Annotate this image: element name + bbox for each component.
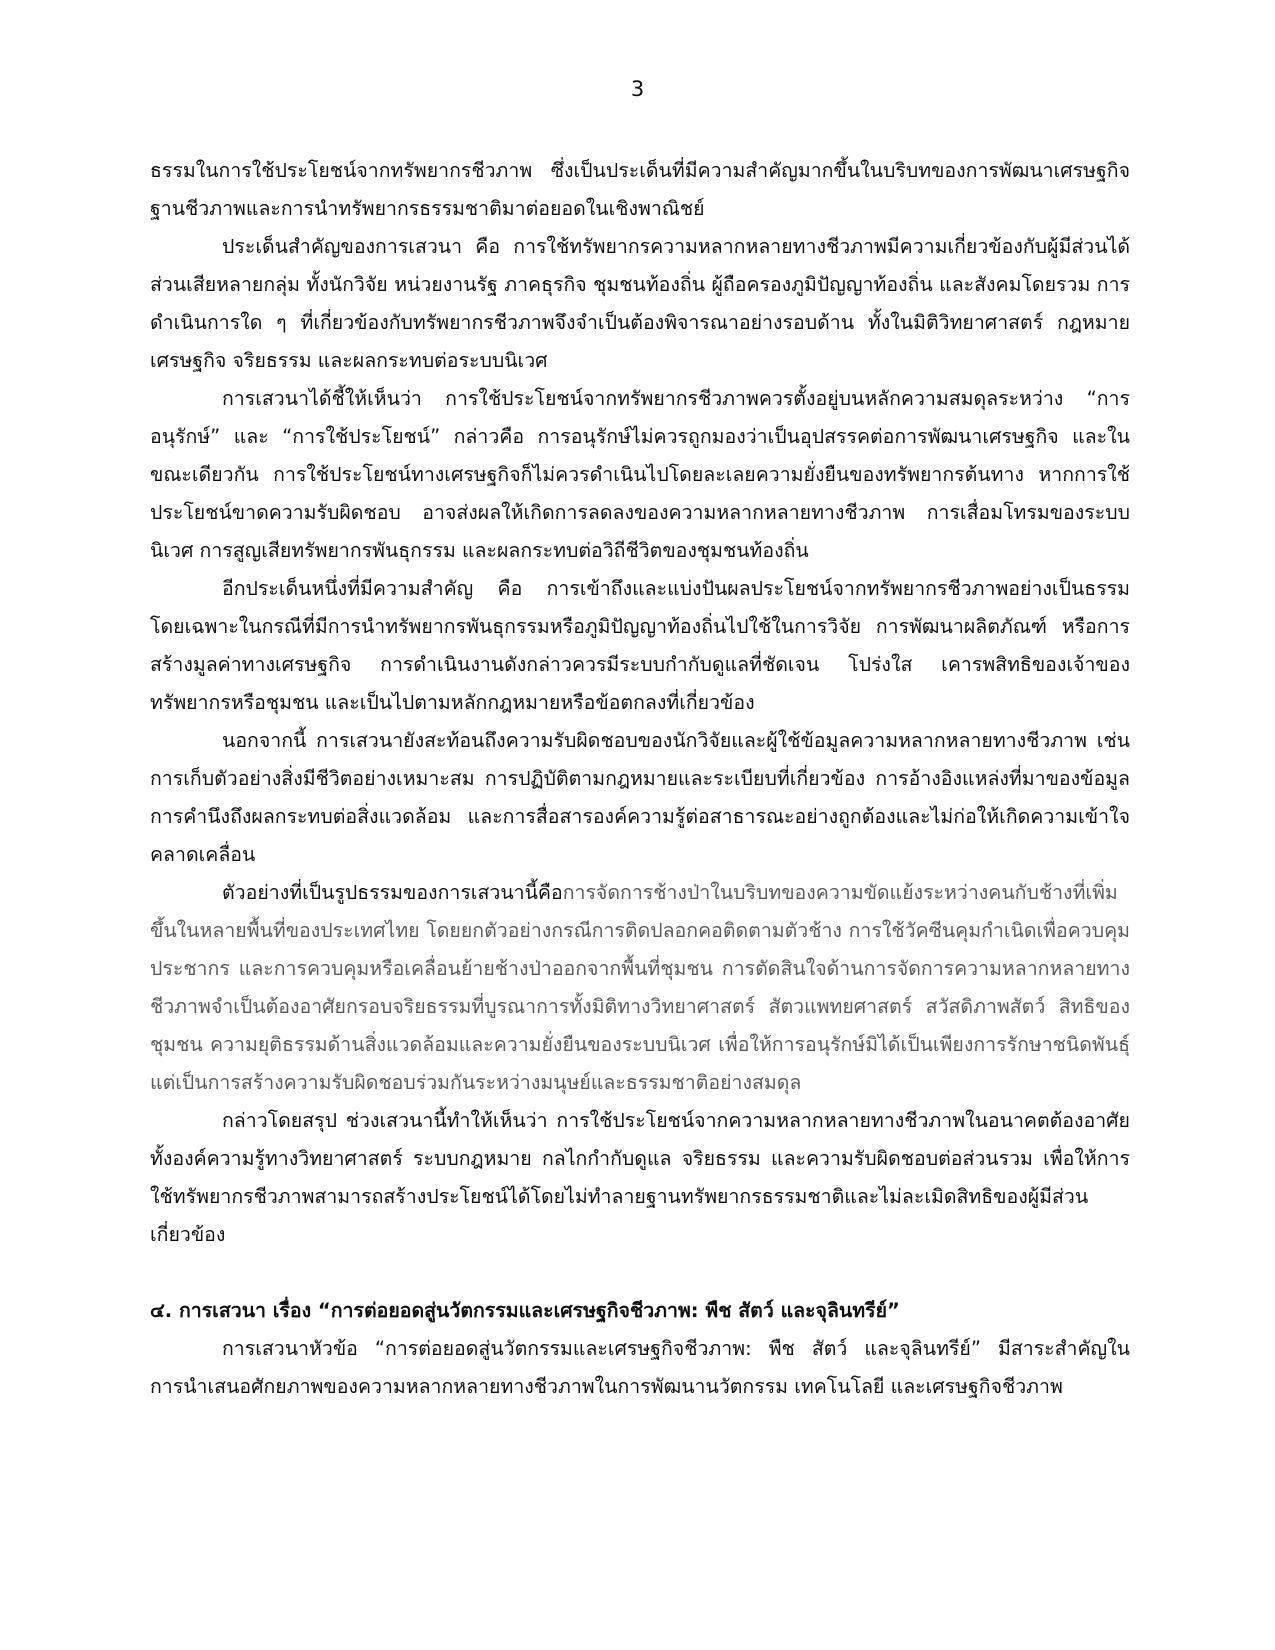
paragraph-elephant-example [150, 874, 1130, 1102]
page-number: 3 [630, 77, 645, 101]
paragraph-key-issue: ประเด็นสำคัญของการเสวนา คือ การใช้ทรัพยากรความหลากหลายทางชีวภาพมีความเกี่ยวข้องกับผู้มีส่วนได้ส่วนเสียหลายกลุ่ม ทั้งนักวิจัย หน่วยงานรัฐ ภาคธุรกิจ ชุมชนท้องถิ่น ผู้ถือครองภูมิปัญญาท้องถิ่น และสังคมโดยรวม การดำเนินการใด ๆ ที่เกี่ยวข้องกับทรัพยากรชีวภาพจึงจำเป็นต้องพิจารณาอย่างรอบด้าน ทั้งในมิติวิทยาศาสตร์ กฎหมาย เศรษฐกิจ จริยธรรม และผลกระทบต่อระบบนิเวศ [150, 235, 1130, 372]
section-intro-paragraph: การเสวนาหัวข้อ “การต่อยอดสู่นวัตกรรมและเศรษฐกิจชีวภาพ: พืช สัตว์ และจุลินทรีย์” มีสาระสำคัญในการนำเสนอศักยภาพของความหลากหลายทางชีวภาพในการพัฒนานวัตกรรม เทคโนโลยี และเศรษฐกิจชีวภาพ [150, 1337, 1130, 1398]
body-text [150, 152, 1130, 1406]
paragraph-researcher-responsibility: นอกจากนี้ การเสวนายังสะท้อนถึงความรับผิดชอบของนักวิจัยและผู้ใช้ข้อมูลความหลากหลายทางชีวภาพ เช่น การเก็บตัวอย่างสิ่งมีชีวิตอย่างเหมาะสม การปฏิบัติตามกฎหมายและระเบียบที่เกี่ยวข้อง การอ้างอิงแหล่งที่มาของข้อมูล การคำนึงถึงผลกระทบต่อสิ่งแวดล้อม และการสื่อสารองค์ความรู้ต่อสาธารณะอย่างถูกต้องและไม่ก่อให้เกิดความเข้าใจคลาดเคลื่อน [150, 729, 1130, 866]
paragraph-conclusion: กล่าวโดยสรุป ช่วงเสวนานี้ทำให้เห็นว่า การใช้ประโยชน์จากความหลากหลายทางชีวภาพในอนาคตต้องอาศัยทั้งองค์ความรู้ทางวิทยาศาสตร์ ระบบกฎหมาย กลไกกำกับดูแล จริยธรรม และความรับผิดชอบต่อส่วนรวม เพื่อให้การใช้ทรัพยากรชีวภาพสามารถสร้างประโยชน์ได้โดยไม่ทำลายฐานทรัพยากรธรรมชาติและไม่ละเมิดสิทธิของผู้มีส่วนเกี่ยวข้อง [150, 1109, 1130, 1246]
paragraph-continuation: ธรรมในการใช้ประโยชน์จากทรัพยากรชีวภาพ ซึ่งเป็นประเด็นที่มีความสำคัญมากขึ้นในบริบทของการพัฒนาเศรษฐกิจฐานชีวภาพและการนำทรัพยากรธรรมชาติมาต่อยอดในเชิงพาณิชย์ [150, 159, 1130, 220]
example-lead: ตัวอย่างที่เป็นรูปธรรมของการเสวนานี้คือ [222, 881, 563, 904]
paragraph-balance: การเสวนาได้ชี้ให้เห็นว่า การใช้ประโยชน์จากทรัพยากรชีวภาพควรตั้งอยู่บนหลักความสมดุลระหว่าง “การอนุรักษ์” และ “การใช้ประโยชน์” กล่าวคือ การอนุรักษ์ไม่ควรถูกมองว่าเป็นอุปสรรคต่อการพัฒนาเศรษฐกิจ และในขณะเดียวกัน การใช้ประโยชน์ทางเศรษฐกิจก็ไม่ควรดำเนินไปโดยละเลยความยั่งยืนของทรัพยากรต้นทาง หากการใช้ประโยชน์ขาดความรับผิดชอบ อาจส่งผลให้เกิดการลดลงของความหลากหลายทางชีวภาพ การเสื่อมโทรมของระบบนิเวศ การสูญเสียทรัพยากรพันธุกรรม และผลกระทบต่อวิถีชีวิตของชุมชนท้องถิ่น [150, 387, 1130, 562]
paragraph-benefit-sharing: อีกประเด็นหนึ่งที่มีความสำคัญ คือ การเข้าถึงและแบ่งปันผลประโยชน์จากทรัพยากรชีวภาพอย่างเป็นธรรม โดยเฉพาะในกรณีที่มีการนำทรัพยากรพันธุกรรมหรือภูมิปัญญาท้องถิ่นไปใช้ในการวิจัย การพัฒนาผลิตภัณฑ์ หรือการสร้างมูลค่าทางเศรษฐกิจ การดำเนินงานดังกล่าวควรมีระบบกำกับดูแลที่ชัดเจน โปร่งใส เคารพสิทธิของเจ้าของทรัพยากรหรือชุมชน และเป็นไปตามหลักกฎหมายหรือข้อตกลงที่เกี่ยวข้อง [150, 577, 1130, 714]
section-heading: ๔. การเสวนา เรื่อง “การต่อยอดสู่นวัตกรรมและเศรษฐกิจชีวภาพ: พืช สัตว์ และจุลินทรีย์” [150, 1299, 900, 1322]
example-text: การจัดการช้างป่าในบริบทของความขัดแย้งระหว่างคนกับช้างที่เพิ่มขึ้นในหลายพื้นที่ของประเทศไทย โดยยกตัวอย่างกรณีการติดปลอกคอติดตามตัวช้าง การใช้วัคซีนคุมกำเนิดเพื่อควบคุมประชากร และการควบคุมหรือเคลื่อนย้ายช้างป่าออกจากพื้นที่ชุมชน การตัดสินใจด้านการจัดการความหลากหลายทางชีวภาพจำเป็นต้องอาศัยกรอบจริยธรรมที่บูรณาการทั้งมิติทางวิทยาศาสตร์ สัตวแพทยศาสตร์ สวัสดิภาพสัตว์ สิทธิของชุมชน ความยุติธรรมด้านสิ่งแวดล้อมและความยั่งยืนของระบบนิเวศ เพื่อให้การอนุรักษ์มิได้เป็นเพียงการรักษาชนิดพันธุ์ แต่เป็นการสร้างความรับผิดชอบร่วมกันระหว่างมนุษย์และธรรมชาติอย่างสมดุล [150, 881, 1130, 1094]
